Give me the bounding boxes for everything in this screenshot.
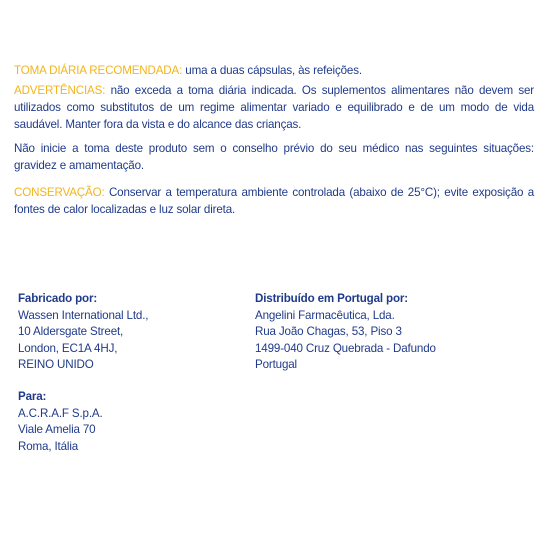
distributor-line: 1499-040 Cruz Quebrada - Dafundo xyxy=(255,341,436,355)
distributor-line: Portugal xyxy=(255,358,297,371)
storage-paragraph xyxy=(14,184,534,218)
warnings-text: não exceda a toma diária indicada. Os suplementos alimentares não devem ser utilizados como substitutos de um regime alimentar variado e equilibrado e de um modo de vida saudável. Manter fora da vista e do alcance das crianças. xyxy=(14,84,534,131)
dosage-label: TOMA DIÁRIA RECOMENDADA: xyxy=(14,64,183,77)
distributor-heading: Distribuído em Portugal por: xyxy=(255,292,408,305)
distributor-line: Angelini Farmacêutica, Lda. xyxy=(255,308,395,322)
for-line: A.C.R.A.F S.p.A. xyxy=(18,406,103,420)
consult-text: Não inicie a toma deste produto sem o conselho prévio do seu médico nas seguintes situações: gravidez e amamentação. xyxy=(14,142,534,172)
distributor-address xyxy=(255,291,436,374)
warnings-paragraph xyxy=(14,82,534,133)
manufacturer-line: 10 Aldersgate Street, xyxy=(18,325,124,338)
warnings-label: ADVERTÊNCIAS: xyxy=(14,84,106,97)
distributor-line: Rua João Chagas, 53, Piso 3 xyxy=(255,325,402,338)
manufacturer-line: Wassen International Ltd., xyxy=(18,308,149,322)
manufacturer-address xyxy=(18,291,148,374)
dosage-paragraph xyxy=(14,62,534,79)
for-line: Roma, Itália xyxy=(18,439,79,453)
consult-paragraph xyxy=(14,140,534,174)
for-address xyxy=(18,389,103,455)
manufacturer-line: London, EC1A 4HJ, xyxy=(18,341,118,355)
manufacturer-heading: Fabricado por: xyxy=(18,292,98,305)
storage-label: CONSERVAÇÃO: xyxy=(14,186,105,199)
storage-text: Conservar a temperatura ambiente controlada (abaixo de 25°C); evite exposição a fontes de calor localizadas e luz solar direta. xyxy=(14,186,534,216)
dosage-text: uma a duas cápsulas, às refeições. xyxy=(182,64,362,77)
for-line: Viale Amelia 70 xyxy=(18,423,96,436)
manufacturer-line: REINO UNIDO xyxy=(18,358,94,371)
for-heading: Para: xyxy=(18,390,47,403)
